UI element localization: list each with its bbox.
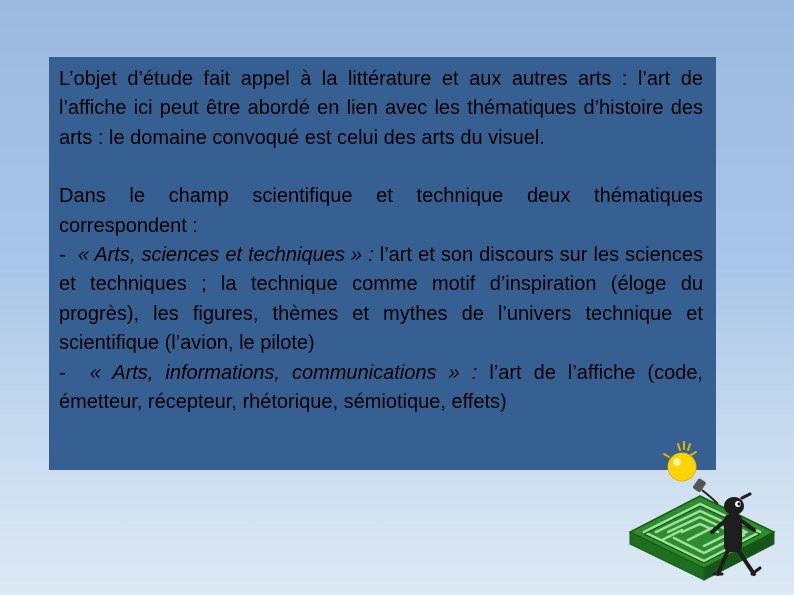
paragraph-gap	[59, 153, 703, 182]
text-box	[49, 57, 716, 470]
paragraph-objet-etude: L’objet d’étude fait appel à la littérature et aux autres arts : l’art de l’affiche ici peut être abordé en lien avec les thématiques d’histoire des arts : le domaine convoqué est celui des arts du visuel.	[59, 68, 703, 149]
paragraph-champ-scientifique	[59, 182, 703, 417]
bullet-dash: -	[59, 361, 66, 384]
item-title: « Arts, informations, communications » :	[89, 361, 478, 384]
intro-text: Dans le champ scientifique et technique deux thématiques correspondent :	[59, 185, 703, 237]
maze-with-lightbulb-figure-icon	[622, 440, 782, 590]
item-text: l’art de l’affiche (code, émetteur, récepteur, rhétorique, sémiotique, effets)	[59, 361, 703, 414]
bullet-dash: -	[59, 244, 66, 267]
list-item-arts-sciences	[59, 241, 703, 359]
item-title: « Arts, sciences et techniques » :	[77, 244, 374, 267]
item-text: l’art et son discours sur les sciences et techniques ; la technique comme motif d’inspiration (éloge du progrès), les figures, thèmes et mythes de l’univers technique et scientifique (l’avion, le pilote)	[59, 244, 703, 355]
list-item-arts-informations	[59, 359, 703, 418]
